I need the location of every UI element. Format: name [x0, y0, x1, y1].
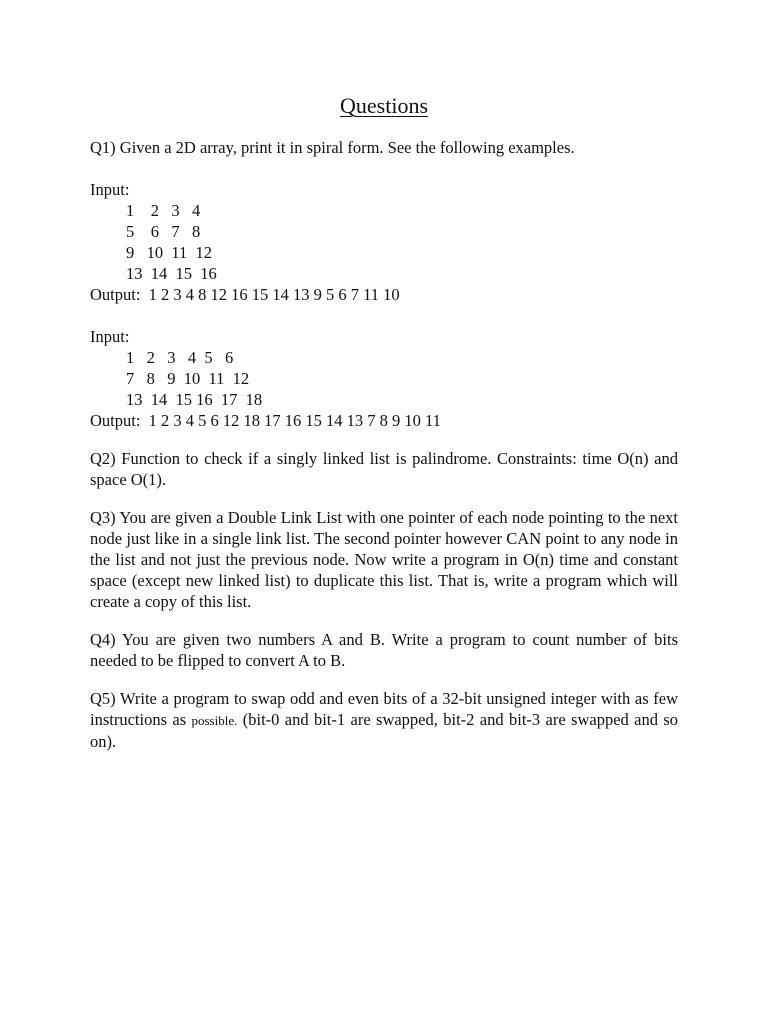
- matrix-row: 9 10 11 12: [126, 243, 213, 262]
- matrix-row: 13 14 15 16 17 18: [126, 390, 263, 409]
- q5-text: [90, 688, 678, 752]
- q5-text-part-1: Q5) Write a program to swap odd and even bits of a 32-bit unsigned integer with as few instructions as: [90, 689, 678, 729]
- q5-text-part-2: (bit-0 and bit-1 are swapped, bit-2 and bit-3 are swapped and so on).: [90, 710, 679, 751]
- matrix-row: 7 8 9 10 11 12: [126, 369, 250, 388]
- matrix-row: 5 6 7 8: [126, 222, 201, 241]
- q2-text: Q2) Function to check if a singly linked list is palindrome. Constraints: time O(n) and space O(1).: [90, 449, 678, 489]
- questions-content: [90, 137, 678, 752]
- example-output: Output: 1 2 3 4 5 6 12 18 17 16 15 14 13 7 8 9 10 11: [90, 411, 441, 430]
- q1-text: Q1) Given a 2D array, print it in spiral form. See the following examples.: [90, 138, 575, 157]
- q4-text: Q4) You are given two numbers A and B. Write a program to count number of bits needed to be flipped to convert A to B.: [90, 630, 678, 670]
- q3-text: Q3) You are given a Double Link List with one pointer of each node pointing to the next node just like in a single link list. The second pointer however CAN point to any node in the list and not just the previous node. Now write a program in O(n) time and constant space (except new linked list) to duplicate this list. That is, write a program which will create a copy of this list.: [90, 508, 678, 611]
- matrix-row: 1 2 3 4: [126, 201, 201, 220]
- q1-example-2: [90, 326, 678, 431]
- matrix-row: 1 2 3 4 5 6: [126, 348, 234, 367]
- example-output: Output: 1 2 3 4 8 12 16 15 14 13 9 5 6 7 11 10: [90, 285, 400, 304]
- q1-example-1: [90, 179, 678, 305]
- q5-small-word: possible.: [191, 713, 238, 728]
- page-title: [0, 92, 768, 120]
- matrix-row: 13 14 15 16: [126, 264, 217, 283]
- example-input-label: Input:: [90, 327, 130, 346]
- example-input-label: Input:: [90, 180, 130, 199]
- page-title-text: Questions: [340, 93, 428, 118]
